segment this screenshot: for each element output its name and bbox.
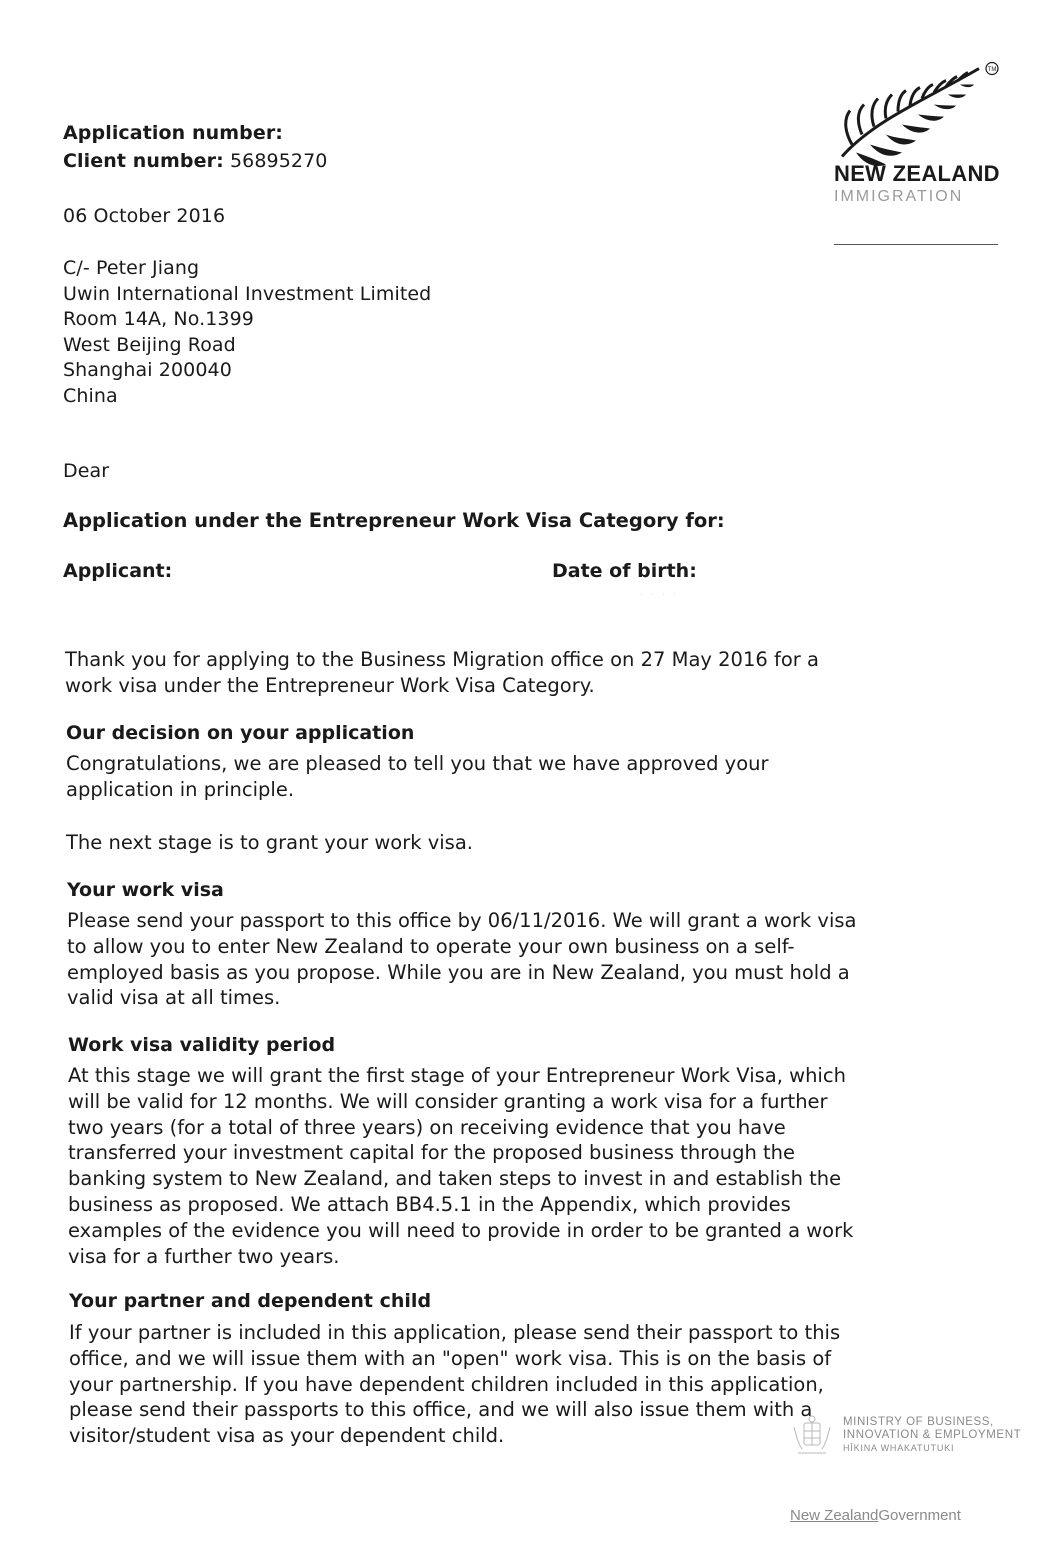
paragraph-line: will be valid for 12 months. We will consider granting a work visa for a further (68, 1089, 828, 1113)
logo-subtitle: IMMIGRATION (834, 188, 964, 205)
work-visa-paragraph (67, 908, 856, 1011)
applicant-label: Applicant: (63, 560, 173, 582)
paragraph-line: visitor/student visa as your dependent child. (69, 1424, 505, 1448)
intro-paragraph (65, 647, 819, 699)
mbie-line: MINISTRY OF BUSINESS, (843, 1416, 994, 1428)
nz-government-wordmark (790, 1507, 961, 1524)
date-of-birth-label: Date of birth: (552, 560, 697, 582)
validity-heading: Work visa validity period (68, 1034, 336, 1056)
coat-of-arms-icon (788, 1413, 836, 1461)
mbie-line: INNOVATION & EMPLOYMENT (843, 1429, 1022, 1441)
address-line: Shanghai 200040 (63, 359, 232, 381)
salutation: Dear (63, 460, 110, 482)
paragraph-line: If your partner is included in this application, please send their passport to this (69, 1321, 841, 1344)
partner-paragraph (69, 1320, 840, 1449)
address-line: Room 14A, No.1399 (63, 308, 254, 330)
address-line: West Beijing Road (63, 333, 236, 356)
client-number-value: 56895270 (229, 150, 328, 172)
divider (834, 244, 998, 245)
client-number-label: Client number: (63, 150, 224, 172)
application-number-label: Application number: (63, 122, 284, 144)
paragraph-line: valid visa at all times. (67, 986, 281, 1010)
paragraph-line: Congratulations, we are pleased to tell you that we have approved your (66, 752, 769, 775)
subject-line: Application under the Entrepreneur Work Visa Category for: (63, 509, 725, 532)
partner-heading: Your partner and dependent child (69, 1290, 432, 1312)
trademark-mark: TM (987, 67, 997, 73)
redaction-mark: · · · · (640, 590, 679, 599)
paragraph-line: your partnership. If you have dependent children included in this application, (69, 1372, 824, 1396)
address-line: C/- Peter Jiang (63, 257, 200, 279)
paragraph-line: please send their passports to this office, and we will also issue them with a (69, 1398, 813, 1422)
next-stage-paragraph: The next stage is to grant your work visa. (66, 831, 473, 854)
client-number (63, 149, 327, 175)
paragraph-line: examples of the evidence you will need to provide in order to be granted a work (68, 1218, 854, 1242)
paragraph-line: visa for a further two years. (68, 1244, 340, 1268)
paragraph-line: Please send your passport to this office by 06/11/2016. We will grant a work visa (67, 909, 857, 932)
paragraph-line: office, and we will issue them with an "open" work visa. This is on the basis of (69, 1346, 832, 1370)
address-line: Uwin International Investment Limited (63, 282, 432, 305)
mbie-line: HĪKINA WHAKATUTUKI (843, 1443, 955, 1453)
work-visa-heading: Your work visa (67, 879, 224, 901)
nz-government-nz: New Zealand (790, 1507, 879, 1524)
paragraph-line: to allow you to enter New Zealand to operate your own business on a self- (67, 934, 795, 958)
paragraph-line: transferred your investment capital for the proposed business through the (68, 1141, 796, 1165)
paragraph-line: banking system to New Zealand, and taken steps to invest in and establish the (68, 1167, 842, 1191)
logo-name: NEW ZEALAND (834, 161, 1000, 186)
paragraph-line: work visa under the Entrepreneur Work Visa Category. (65, 673, 595, 697)
paragraph-line: two years (for a total of three years) on receiving evidence that you have (68, 1115, 786, 1139)
paragraph-line: At this stage we will grant the first stage of your Entrepreneur Work Visa, which (68, 1064, 846, 1087)
validity-paragraph (68, 1063, 853, 1269)
recipient-address (63, 256, 431, 409)
mbie-wordmark (843, 1416, 1021, 1455)
letter-date: 06 October 2016 (63, 205, 226, 227)
address-line: China (63, 384, 118, 407)
paragraph-line: application in principle. (66, 777, 295, 801)
decision-heading: Our decision on your application (66, 722, 415, 744)
paragraph-line: business as proposed. We attach BB4.5.1 in the Appendix, which provides (68, 1192, 791, 1216)
decision-paragraph (66, 751, 769, 803)
paragraph-line: employed basis as you propose. While you are in New Zealand, you must hold a (67, 960, 850, 984)
paragraph-line: Thank you for applying to the Business Migration office on 27 May 2016 for a (65, 648, 819, 671)
nz-government-gov: Government (878, 1507, 961, 1524)
